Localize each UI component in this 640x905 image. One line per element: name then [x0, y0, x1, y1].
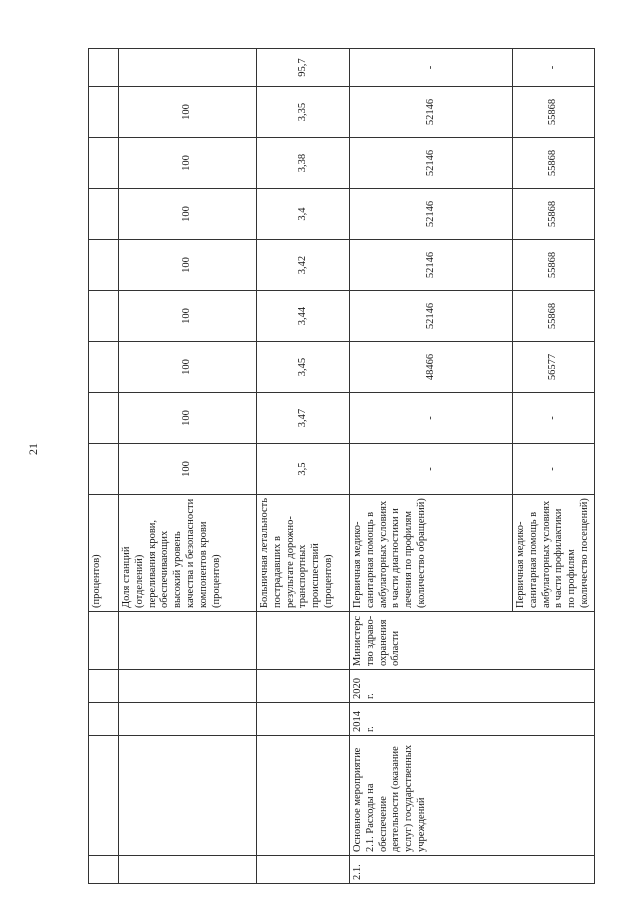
table-cell	[119, 736, 257, 856]
activity-executor: Министерство здраво-охранения области	[350, 612, 595, 670]
table-cell	[89, 856, 119, 884]
activity-number: 2.1.	[350, 856, 595, 884]
table-cell	[119, 856, 257, 884]
indicator-value: 3,38	[257, 138, 350, 189]
indicator-value: 56577	[513, 342, 595, 393]
indicator-value: -	[350, 444, 513, 495]
indicator-value: 100	[119, 87, 257, 138]
indicator-value: 100	[119, 342, 257, 393]
activity-name: Основное мероприятие 2.1. Расходы на обеспечение деятельности (оказание услуг) государственных учреждений	[350, 736, 595, 856]
indicator-value: -	[513, 393, 595, 444]
table-cell	[119, 49, 257, 87]
indicator-value: 3,5	[257, 444, 350, 495]
indicator-value: 3,4	[257, 189, 350, 240]
indicator-value: 52146	[350, 291, 513, 342]
indicator-value: 52146	[350, 138, 513, 189]
indicator-value: -	[513, 444, 595, 495]
rotated-table-container	[88, 48, 590, 884]
table-cell	[119, 703, 257, 736]
table-cell	[257, 703, 350, 736]
table-cell	[89, 393, 119, 444]
indicator-value: 48466	[350, 342, 513, 393]
indicator-value: 55868	[513, 291, 595, 342]
indicator-value: 95,7	[257, 49, 350, 87]
indicator-name: Первичная медико-санитарная помощь в амбулаторных условиях в части профилактики по профилям (количество посещений)	[513, 495, 595, 612]
indicator-value: 100	[119, 393, 257, 444]
table-cell	[89, 87, 119, 138]
table-row	[350, 49, 425, 884]
table-cell	[89, 444, 119, 495]
indicator-value: 55868	[513, 189, 595, 240]
table-cell	[89, 342, 119, 393]
indicator-value: 55868	[513, 138, 595, 189]
table-cell	[89, 49, 119, 87]
indicator-name: Первичная медико-санитарная помощь в амбулаторных условиях в части диагностики и лечения по профилям (количество обращений)	[350, 495, 513, 612]
table-cell	[89, 291, 119, 342]
indicator-value: 55868	[513, 87, 595, 138]
table-cell	[89, 670, 119, 703]
table-cell	[257, 670, 350, 703]
indicator-name: Доля станций (отделений) переливания крови, обеспечивающих высокий уровень качества и безопасности компонентов крови (процентов)	[119, 495, 257, 612]
table-cell	[89, 703, 119, 736]
indicator-value: -	[513, 49, 595, 87]
table-row	[257, 49, 350, 884]
table-cell	[89, 138, 119, 189]
indicator-value: -	[350, 49, 513, 87]
indicator-value: 52146	[350, 189, 513, 240]
indicator-value: 52146	[350, 240, 513, 291]
activity-start-year: 2014 г.	[350, 703, 595, 736]
table-cell	[89, 189, 119, 240]
table-cell	[257, 612, 350, 670]
indicator-value: 55868	[513, 240, 595, 291]
indicator-value: 100	[119, 189, 257, 240]
scanned-page	[88, 48, 590, 884]
page-number: 21	[26, 443, 40, 455]
indicator-value: 3,44	[257, 291, 350, 342]
table-row	[89, 49, 119, 884]
indicator-value: 3,35	[257, 87, 350, 138]
table-cell	[119, 670, 257, 703]
indicator-value: 100	[119, 291, 257, 342]
indicator-name: Больничная летальность пострадавших в результате дорожно-транспортных происшествий (процентов)	[257, 495, 350, 612]
indicator-value: 52146	[350, 87, 513, 138]
indicator-value: -	[350, 393, 513, 444]
indicator-value: 3,42	[257, 240, 350, 291]
indicator-value: 3,47	[257, 393, 350, 444]
indicator-value: 100	[119, 138, 257, 189]
activity-end-year: 2020 г.	[350, 670, 595, 703]
table-cell	[89, 612, 119, 670]
indicator-value: 100	[119, 444, 257, 495]
table-cell	[119, 612, 257, 670]
unit-cell: (процентов)	[89, 495, 119, 612]
table-cell	[257, 856, 350, 884]
table-row	[119, 49, 257, 884]
indicator-value: 3,45	[257, 342, 350, 393]
indicator-value: 100	[119, 240, 257, 291]
table-cell	[89, 736, 119, 856]
program-indicators-table	[88, 48, 595, 884]
table-cell	[257, 736, 350, 856]
table-cell	[89, 240, 119, 291]
